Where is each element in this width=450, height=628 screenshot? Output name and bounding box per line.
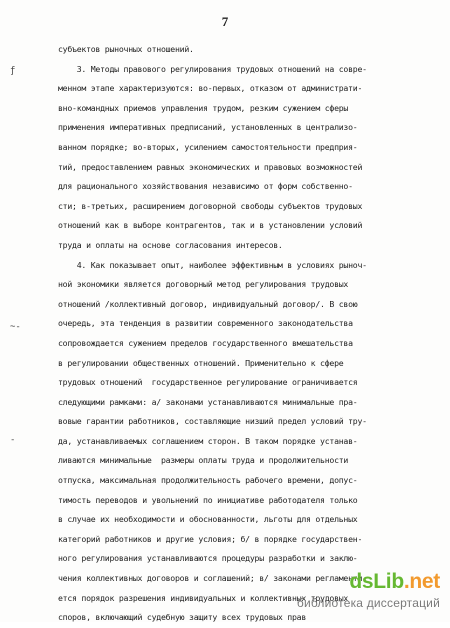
text-line: чения коллективных договоров и соглашений; в/ законами регламенти- bbox=[58, 573, 367, 584]
watermark-logo-main: dsLib bbox=[349, 570, 404, 593]
text-line: в регулировании общественных отношений. Применительно к сфере bbox=[58, 357, 344, 368]
page-number: 7 bbox=[221, 14, 229, 29]
text-line: следующими рамками: а/ законами устанавливаются минимальные пра- bbox=[58, 396, 358, 407]
text-line: отношений /коллективный договор, индивидуальный договор/. В свою bbox=[58, 298, 358, 309]
text-line: вовые гарантии работников, составляющие низший предел условий тру- bbox=[58, 416, 367, 427]
text-line: отпуска, максимальная продолжительность рабочего времени, допус- bbox=[58, 475, 358, 486]
text-line: отношений как в выборе контрагентов, так и в установлении условий bbox=[58, 220, 363, 231]
margin-mark: ~- bbox=[10, 322, 21, 332]
text-line: тий, предоставлением равных экономических и правовых возможностей bbox=[58, 161, 363, 172]
text-line: очередь, эта тенденция в развитии современного законодательства bbox=[58, 318, 353, 329]
text-line: труда и оплаты на основе согласования интересов. bbox=[58, 239, 283, 250]
text-line: сопровождается сужением пределов государственного вмешательства bbox=[58, 337, 353, 348]
text-line: в случае их необходимости и обоснованности, льготы для отдельных bbox=[58, 514, 358, 525]
margin-mark: ƒ bbox=[10, 66, 16, 76]
text-line: 4. Как показывает опыт, наиболее эффективным в условиях рыноч- bbox=[58, 259, 367, 270]
watermark bbox=[244, 570, 440, 610]
watermark-logo-accent: .net bbox=[403, 570, 440, 593]
text-line: да, устанавливаемых соглашением сторон. В таком порядке устанав- bbox=[58, 435, 358, 446]
text-line: для рационального хозяйствования независимо от форм собственно- bbox=[58, 181, 353, 192]
text-line: ванном порядке; во-вторых, усилением самостоятельности предприя- bbox=[58, 141, 358, 152]
watermark-logo bbox=[349, 570, 440, 594]
body-text bbox=[58, 40, 398, 628]
text-line: сти; в-третьих, расширением договорной свободы субъектов трудовых bbox=[58, 200, 363, 211]
text-line: вно-командных приемов управления трудом, резким сужением сферы bbox=[58, 102, 349, 113]
text-line: применения императивных предписаний, установленных в централизо- bbox=[58, 122, 358, 133]
text-line: субъектов рыночных отношений. bbox=[58, 44, 194, 54]
text-line: ного регулирования устанавливаются процедуры разработки и заклю- bbox=[58, 553, 358, 564]
margin-mark: - bbox=[10, 435, 16, 445]
text-line: ливаются минимальные размеры оплаты труда и продолжительности bbox=[58, 455, 349, 466]
text-line: тимость переводов и увольнений по инициативе работодателя только bbox=[58, 494, 358, 505]
text-line: категорий работников и другие условия; б/ в порядке государствен- bbox=[58, 533, 363, 544]
text-line: ется порядок разрешения индивидуальных и коллективных трудовых bbox=[58, 592, 349, 603]
watermark-subtitle: библиотека диссертаций bbox=[296, 596, 440, 610]
text-line: трудовых отношений государственное регулирование ограничивается bbox=[58, 377, 358, 388]
text-line: ной экономики является договорный метод регулирования трудовых bbox=[58, 279, 349, 290]
text-line: споров, включающий судебную защиту всех трудовых прав bbox=[58, 612, 307, 623]
text-line: 3. Методы правового регулирования трудовых отношений на совре- bbox=[58, 63, 367, 74]
text-line: менном этапе характеризуются: во-первых, отказом от администрати- bbox=[58, 83, 363, 94]
